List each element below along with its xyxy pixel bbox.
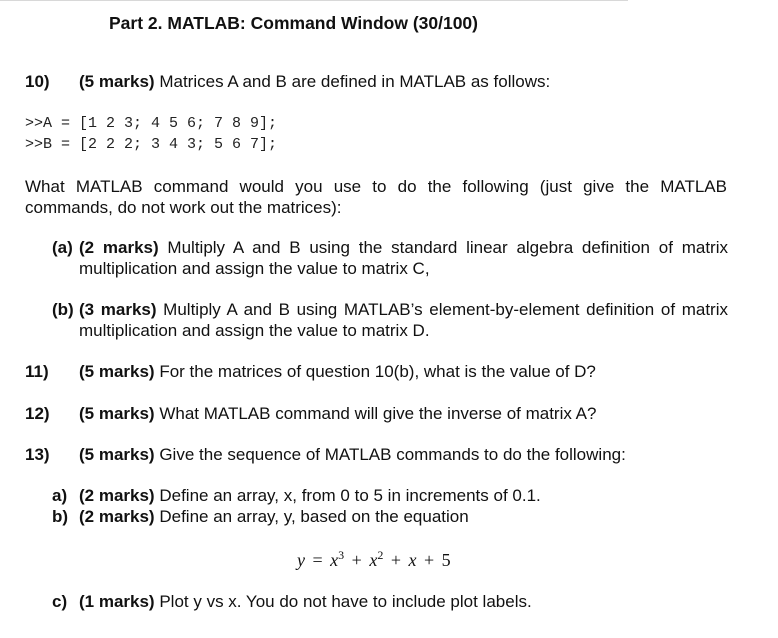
question-number: 10) — [25, 72, 50, 91]
code-line-b: >>B = [2 2 2; 3 4 3; 5 6 7]; — [25, 136, 278, 153]
marks: (2 marks) — [79, 507, 155, 526]
question-13a — [52, 486, 541, 506]
marks: (1 marks) — [79, 592, 155, 611]
equation-equals: = — [312, 550, 323, 570]
equation-term-x: x — [408, 550, 417, 570]
cubic-equation — [297, 548, 451, 571]
question-10-prompt: What MATLAB command would you use to do the following (just give the MATLAB commands, do not work out the matrices): — [25, 177, 727, 217]
question-11 — [25, 362, 596, 382]
question-13 — [25, 445, 626, 465]
sub-text: Multiply A and B using the standard linear algebra definition of matrix multiplication and assign the value to matrix C, — [79, 238, 728, 278]
marks: (3 marks) — [79, 300, 157, 319]
equation-exponent: 2 — [377, 548, 384, 562]
question-10b — [52, 299, 728, 341]
marks: (5 marks) — [79, 362, 155, 381]
question-10-body — [79, 72, 550, 92]
sub-label: (a) — [52, 238, 73, 257]
marks: (2 marks) — [79, 238, 159, 257]
page-title: Part 2. MATLAB: Command Window (30/100) — [109, 13, 478, 33]
question-13b — [52, 507, 469, 527]
sub-label: c) — [52, 592, 68, 611]
sub-label: (b) — [52, 300, 74, 319]
question-13c — [52, 592, 532, 612]
question-12 — [25, 404, 597, 424]
equation-exponent: 3 — [338, 548, 345, 562]
equation-constant: 5 — [441, 550, 451, 570]
question-text: Give the sequence of MATLAB commands to do the following: — [154, 445, 626, 464]
question-text: What MATLAB command will give the inverse of matrix A? — [154, 404, 597, 423]
sub-text: Define an array, x, from 0 to 5 in increments of 0.1. — [154, 486, 541, 505]
sub-text: Multiply A and B using MATLAB’s element-by-element definition of matrix multiplication and assign the value to matrix D. — [79, 300, 728, 340]
question-text: For the matrices of question 10(b), what is the value of D? — [154, 362, 596, 381]
question-10a — [52, 237, 728, 279]
sub-text: Plot y vs x. You do not have to include plot labels. — [154, 592, 532, 611]
sub-label: a) — [52, 486, 68, 505]
marks: (5 marks) — [79, 404, 155, 423]
sub-label: b) — [52, 507, 69, 526]
equation-term-x: x — [330, 550, 339, 570]
equation-term-x: x — [369, 550, 378, 570]
question-10-heading — [25, 72, 551, 92]
equation-plus: + — [423, 550, 435, 570]
marks: (5 marks) — [79, 72, 155, 91]
top-divider — [0, 0, 628, 1]
question-number: 12) — [25, 404, 50, 423]
sub-text: Define an array, y, based on the equation — [154, 507, 469, 526]
equation-plus: + — [351, 550, 362, 570]
equation-lhs: y — [297, 550, 305, 570]
equation-plus: + — [390, 550, 401, 570]
question-number: 13) — [25, 445, 50, 464]
marks: (2 marks) — [79, 486, 155, 505]
question-text: Matrices A and B are defined in MATLAB as follows: — [154, 72, 551, 91]
marks: (5 marks) — [79, 445, 155, 464]
code-line-a: >>A = [1 2 3; 4 5 6; 7 8 9]; — [25, 115, 278, 132]
question-number: 11) — [25, 362, 49, 381]
